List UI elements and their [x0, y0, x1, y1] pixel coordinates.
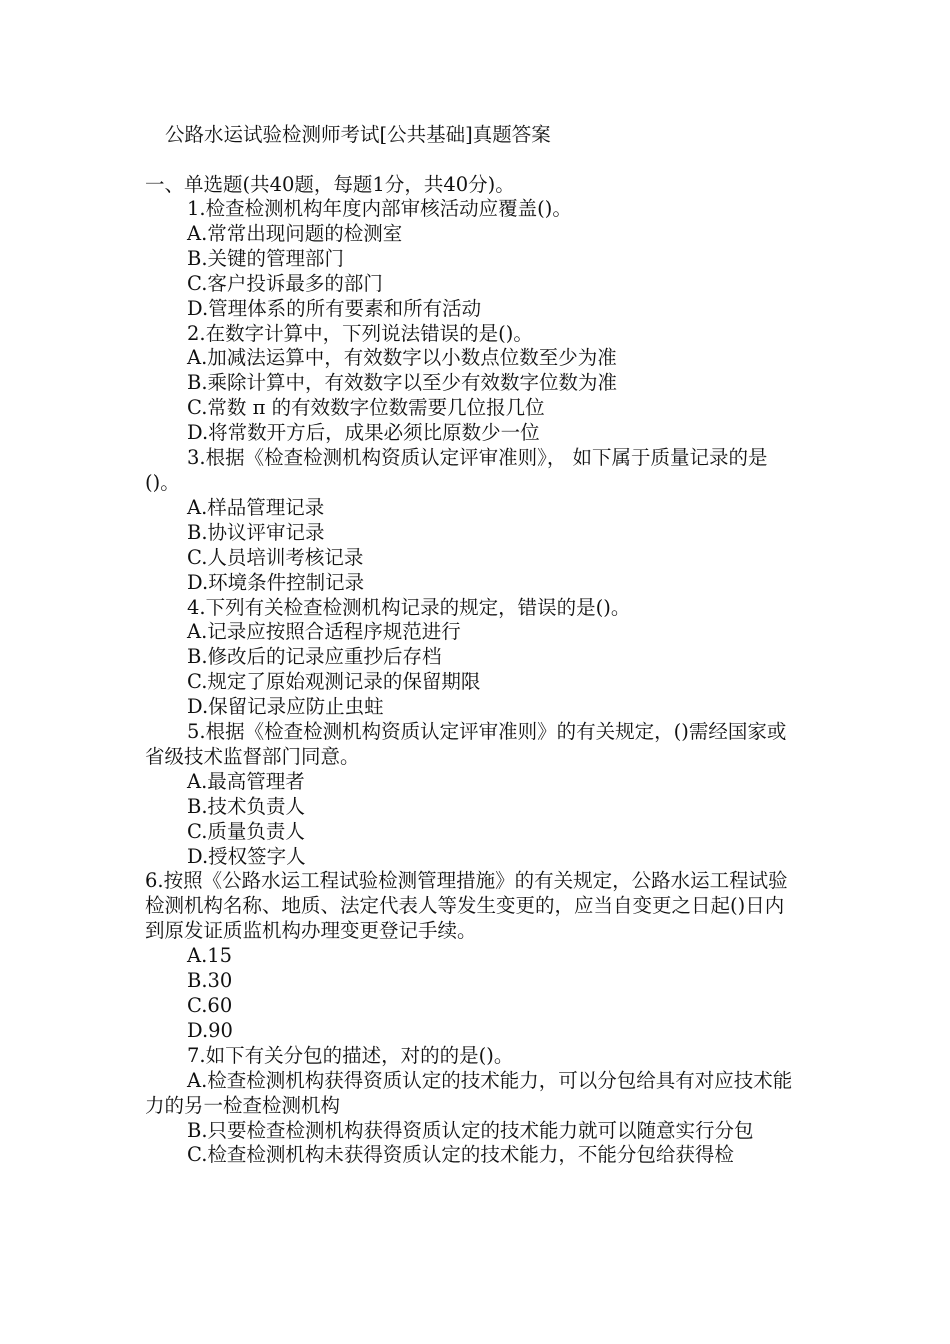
option: A.常常出现问题的检测室: [187, 221, 403, 245]
option: B.协议评审记录: [187, 520, 325, 544]
section-heading: 一、单选题(共40题，每题1分，共40分)。: [145, 173, 515, 196]
option: A.样品管理记录: [187, 495, 325, 519]
option: C.常数 π 的有效数字位数需要几位报几位: [187, 396, 545, 420]
option: A.记录应按照合适程序规范进行: [187, 620, 461, 644]
option: A.检查检测机构获得资质认定的技术能力，可以分包给具有对应技术能力的另一检查检测机构: [145, 1068, 793, 1117]
option: B.乘除计算中，有效数字以至少有效数字位数为准: [187, 371, 618, 395]
question-stem: 5.根据《检查检测机构资质认定评审准则》的有关规定，()需经国家或省级技术监督部门同意。: [145, 720, 787, 768]
option: B.技术负责人: [187, 794, 306, 818]
question-stem: 1.检查检测机构年度内部审核活动应覆盖()。: [187, 197, 572, 220]
option: D.授权签字人: [187, 844, 306, 868]
question-stem: 2.在数字计算中，下列说法错误的是()。: [187, 321, 533, 345]
option: B.只要检查检测机构获得资质认定的技术能力就可以随意实行分包: [187, 1118, 754, 1142]
option: C.检查检测机构未获得资质认定的技术能力，不能分包给获得检: [187, 1143, 734, 1167]
option: D.90: [187, 1018, 233, 1042]
question-stem: 7.如下有关分包的描述，对的的是()。: [187, 1043, 514, 1067]
document-title: 公路水运试验检测师考试[公共基础]真题答案: [165, 123, 551, 146]
option: D.环境条件控制记录: [187, 570, 365, 594]
question-list: [145, 197, 793, 1168]
option: D.管理体系的所有要素和所有活动: [187, 296, 482, 320]
option: A.最高管理者: [187, 769, 305, 793]
option: B.修改后的记录应重抄后存档: [187, 645, 442, 669]
question-stem: 6.按照《公路水运工程试验检测管理措施》的有关规定，公路水运工程试验检测机构名称、地质、法定代表人等发生变更的，应当自变更之日起()日内到原发证质监机构办理变更登记手续。: [145, 869, 788, 943]
option: C.质量负责人: [187, 819, 305, 843]
option: B.30: [187, 969, 233, 993]
option: C.规定了原始观测记录的保留期限: [187, 670, 481, 694]
question-stem: 4.下列有关检查检测机构记录的规定，错误的是()。: [187, 595, 631, 619]
option: C.60: [187, 994, 233, 1017]
option: C.客户投诉最多的部门: [187, 271, 383, 295]
option: A.加减法运算中，有效数字以小数点位数至少为准: [187, 346, 617, 370]
option: A.15: [187, 944, 233, 968]
option: D.保留记录应防止虫蛀: [187, 695, 384, 719]
option: D.将常数开方后，成果必须比原数少一位: [187, 421, 540, 445]
question-stem: 3.根据《检查检测机构资质认定评审准则》， 如下属于质量记录的是()。: [145, 446, 768, 494]
option: C.人员培训考核记录: [187, 545, 364, 569]
option: B.关键的管理部门: [187, 246, 345, 270]
